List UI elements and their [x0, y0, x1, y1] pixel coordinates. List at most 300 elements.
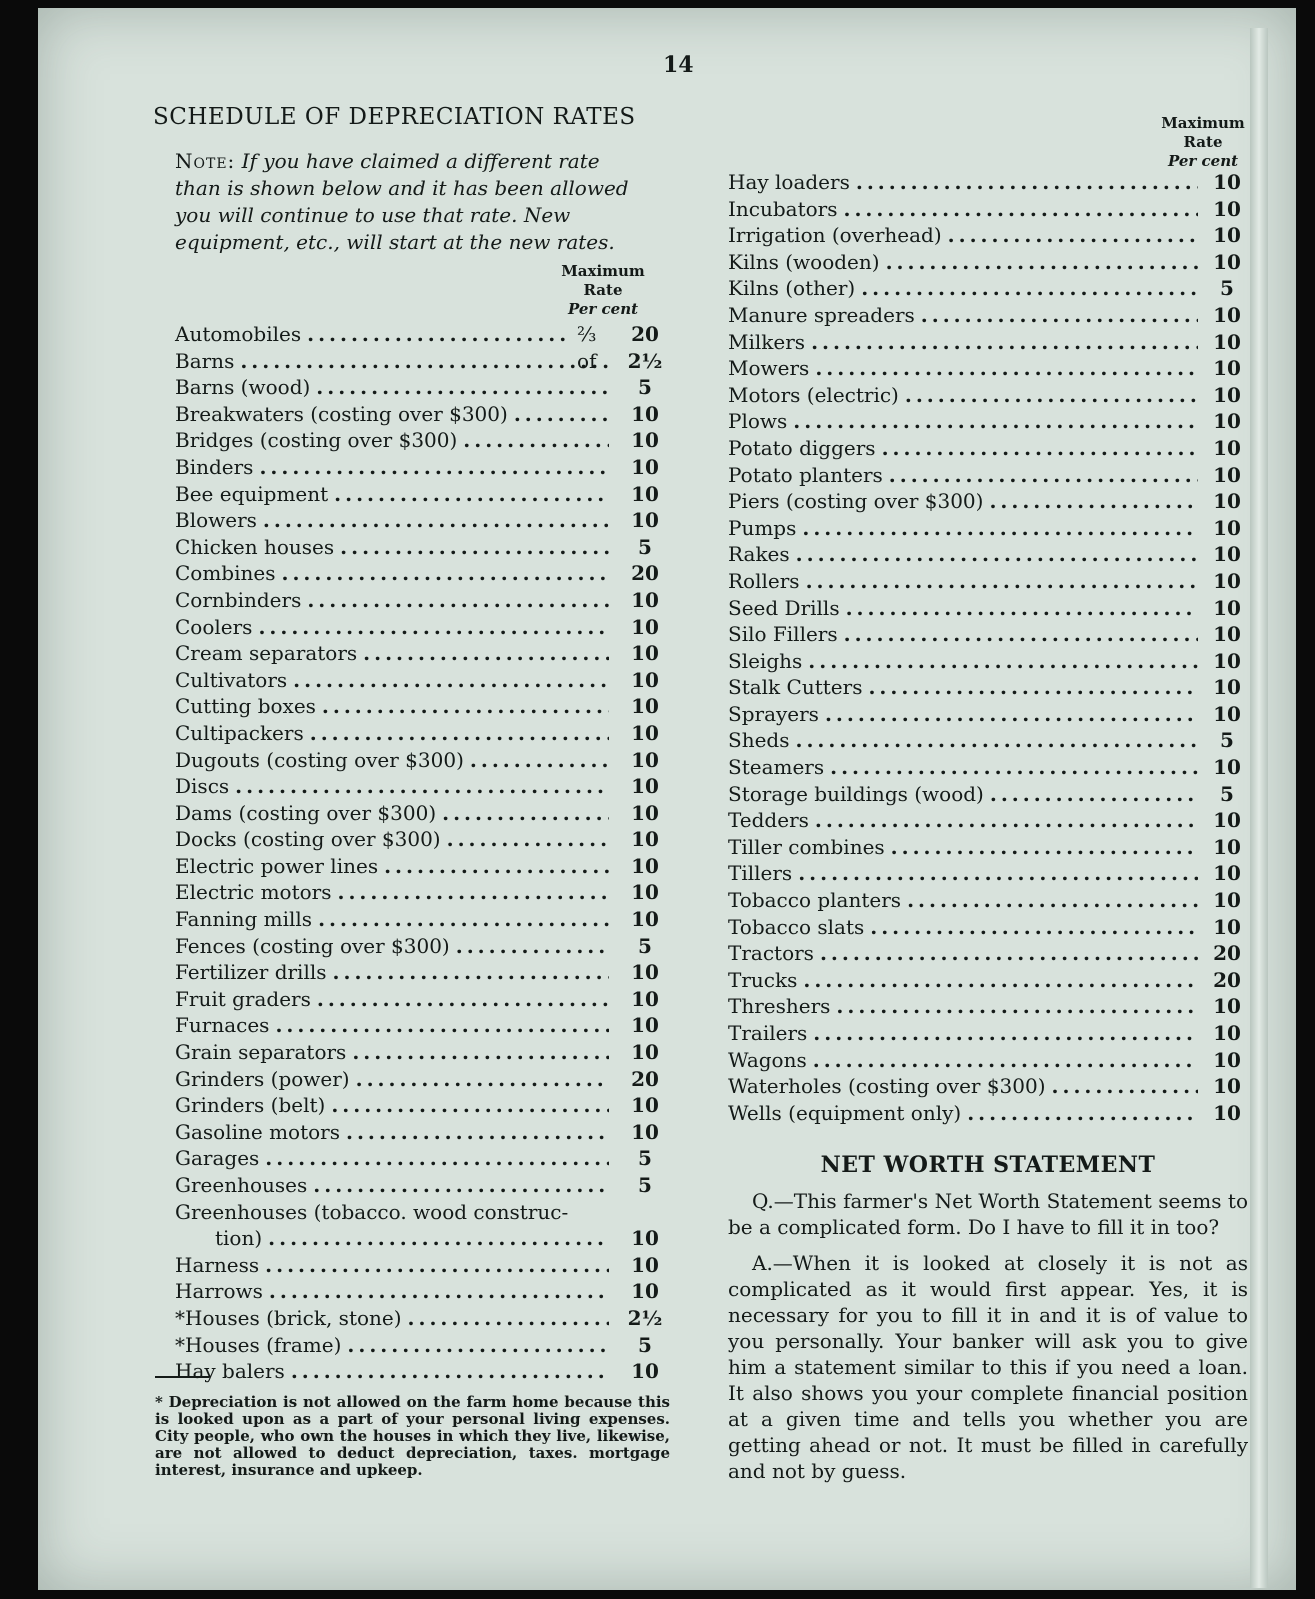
- item-rate: 10: [631, 508, 659, 533]
- item-rate: 10: [1213, 622, 1241, 647]
- rate-list-left: [175, 321, 673, 1385]
- rate-row: [175, 507, 673, 534]
- rate-column-header-left: [548, 262, 658, 319]
- item-label: Threshers: [728, 994, 831, 1019]
- item-label: *Houses (brick, stone): [175, 1305, 402, 1330]
- rate-row: [175, 747, 673, 774]
- rate-row: [728, 860, 1248, 887]
- item-label: Fences (costing over $300): [175, 933, 450, 958]
- rate-row: [175, 348, 673, 375]
- item-rate: 10: [631, 1226, 659, 1251]
- leader-dots: [307, 587, 609, 614]
- leader-dots: [921, 302, 1198, 329]
- leader-dots: [836, 993, 1198, 1020]
- note-text: If you have claimed a different rate than is shown below and it has been allowed you will continue to use that rate. New equipment, etc., will start at the new rates.: [175, 149, 629, 254]
- leader-dots: [235, 773, 609, 800]
- rate-row: [175, 560, 673, 587]
- item-rate: 10: [1213, 595, 1241, 620]
- item-label: Grinders (power): [175, 1066, 350, 1091]
- leader-dots: [447, 826, 609, 853]
- item-rate: 10: [631, 986, 659, 1011]
- item-label: Tedders: [728, 808, 809, 833]
- item-label: Plows: [728, 409, 788, 434]
- rate-row: [175, 427, 673, 454]
- item-rate: 10: [1213, 861, 1241, 886]
- leader-dots: [820, 940, 1198, 967]
- rate-row: [175, 1012, 673, 1039]
- leader-dots: [282, 560, 610, 587]
- item-label: Tobacco slats: [728, 914, 865, 939]
- leader-dots: [310, 720, 609, 747]
- rate-row: [728, 222, 1248, 249]
- item-rate: 10: [1213, 994, 1241, 1019]
- rate-row: [728, 807, 1248, 834]
- rate-header-line: Maximum: [561, 262, 645, 280]
- item-label: Hay balers: [175, 1359, 285, 1384]
- leader-dots: [948, 222, 1198, 249]
- item-rate: 10: [631, 880, 659, 905]
- item-rate: 10: [1213, 462, 1241, 487]
- item-rate: 10: [1213, 1074, 1241, 1099]
- item-label: Steamers: [728, 755, 825, 780]
- rate-row: [175, 693, 673, 720]
- leader-dots: [307, 321, 569, 348]
- item-rate: 10: [1213, 568, 1241, 593]
- item-label: Tobacco planters: [728, 888, 902, 913]
- leader-dots: [803, 967, 1198, 994]
- item-rate: 10: [631, 428, 659, 453]
- leader-dots: [291, 1358, 609, 1385]
- item-label: Motors (electric): [728, 382, 899, 407]
- leader-dots: [318, 906, 609, 933]
- leader-dots: [811, 329, 1198, 356]
- rate-row: [175, 614, 673, 641]
- item-rate: 10: [631, 454, 659, 479]
- leader-dots: [844, 621, 1198, 648]
- item-rate: 10: [1213, 170, 1241, 194]
- leader-dots: [907, 887, 1198, 914]
- rate-row: [728, 1100, 1248, 1127]
- item-label: Incubators: [728, 196, 838, 221]
- rate-header-line: Per cent: [567, 300, 639, 318]
- item-label: Dugouts (costing over $300): [175, 747, 464, 772]
- item-rate: 10: [631, 401, 659, 426]
- leader-dots: [240, 348, 609, 375]
- leader-dots: [830, 754, 1198, 781]
- leader-dots: [363, 640, 609, 667]
- rate-row: [728, 382, 1248, 409]
- rate-row: [728, 541, 1248, 568]
- rate-row: [728, 914, 1248, 941]
- item-rate: 10: [631, 720, 659, 745]
- leader-dots: [408, 1305, 609, 1332]
- leader-dots: [868, 674, 1198, 701]
- item-rate: 10: [631, 1359, 659, 1384]
- item-label: Grinders (belt): [175, 1093, 326, 1118]
- item-label: Bridges (costing over $300): [175, 428, 458, 453]
- item-label: Wagons: [728, 1047, 807, 1072]
- rate-row: [728, 834, 1248, 861]
- item-label: Wells (equipment only): [728, 1100, 962, 1125]
- rate-row: [175, 1092, 673, 1119]
- item-label: Bee equipment: [175, 481, 329, 506]
- item-label: Pumps: [728, 515, 797, 540]
- item-rate: 10: [1213, 755, 1241, 780]
- net-worth-answer: A.—When it is looked at closely it is not as complicated as it would first appear. Yes, it is necessary for you to fill it in and it is of value to you personally. Your banker will ask you to give him a statement similar to this if you need a loan. It also shows you your complete financial position at a given time and tells you whether you are getting ahead or not. It must be filled in carefully and not by guess.: [728, 1251, 1248, 1484]
- item-rate: 10: [631, 800, 659, 825]
- item-label: Combines: [175, 561, 276, 586]
- rate-list-right: [728, 169, 1248, 1126]
- leader-dots: [268, 1225, 609, 1252]
- leader-dots: [889, 462, 1198, 489]
- item-rate: 10: [631, 667, 659, 692]
- leader-dots: [844, 196, 1199, 223]
- leader-dots: [346, 1119, 609, 1146]
- rate-row: [175, 720, 673, 747]
- item-label: Automobiles: [175, 322, 302, 346]
- rate-row: [728, 754, 1248, 781]
- rate-row: [728, 993, 1248, 1020]
- rate-row: [175, 667, 673, 694]
- item-rate: 10: [631, 1279, 659, 1304]
- item-label: Tiller combines: [728, 834, 885, 859]
- item-rate: 10: [1213, 196, 1241, 221]
- leader-dots: [905, 382, 1198, 409]
- item-label: Stalk Cutters: [728, 675, 863, 700]
- leader-dots: [338, 879, 610, 906]
- rate-row: [728, 435, 1248, 462]
- item-rate: 10: [1213, 489, 1241, 514]
- leader-dots: [456, 933, 609, 960]
- item-rate: 10: [1213, 701, 1241, 726]
- rate-row: [175, 587, 673, 614]
- item-label: Greenhouses (tobacco. wood construc-: [175, 1199, 569, 1224]
- item-label: Grain separators: [175, 1040, 347, 1065]
- item-label: Potato planters: [728, 462, 883, 487]
- rate-row: [728, 1020, 1248, 1047]
- item-label: Sleighs: [728, 648, 803, 673]
- item-rate: 10: [631, 747, 659, 772]
- rate-row: [728, 488, 1248, 515]
- rate-row: [175, 933, 673, 960]
- leader-dots: [813, 1047, 1198, 1074]
- item-rate: 20: [631, 561, 659, 586]
- item-rate: 5: [638, 1146, 652, 1171]
- leader-dots: [825, 701, 1198, 728]
- rate-header-line: Rate: [583, 281, 623, 299]
- item-rate: 10: [631, 587, 659, 612]
- leader-dots: [333, 959, 609, 986]
- rate-row: [728, 169, 1248, 196]
- book-spine: [1250, 28, 1268, 1588]
- rate-column-header-right: [1148, 114, 1258, 171]
- item-rate: 20: [1213, 967, 1241, 992]
- rate-row: [175, 1358, 673, 1385]
- leader-dots: [514, 401, 609, 428]
- leader-dots: [891, 834, 1198, 861]
- rate-row: [728, 887, 1248, 914]
- item-label: Mowers: [728, 356, 810, 381]
- item-label: *Houses (frame): [175, 1332, 342, 1357]
- item-rate: 10: [1213, 675, 1241, 700]
- item-label: Seed Drills: [728, 595, 840, 620]
- item-rate: 10: [1213, 515, 1241, 540]
- footnote: * Depreciation is not allowed on the farm home because this is looked upon as a part of your personal living expenses. City people, who own the houses in which they live, likewise, are not allowed to deduct depreciation, taxes. mortgage interest, insurance and upkeep.: [155, 1393, 670, 1479]
- leader-dots: [886, 249, 1198, 276]
- item-label: Irrigation (overhead): [728, 223, 942, 248]
- item-rate: 10: [1213, 329, 1241, 354]
- rate-row: [175, 906, 673, 933]
- rate-row: [728, 275, 1248, 302]
- rate-row: [175, 986, 673, 1013]
- item-label: Silo Fillers: [728, 622, 838, 647]
- rate-row: [175, 454, 673, 481]
- leader-dots: [967, 1100, 1198, 1127]
- item-label: Barns: [175, 348, 235, 373]
- rate-row: [728, 940, 1248, 967]
- rate-row: [728, 515, 1248, 542]
- item-rate: 20: [1213, 941, 1241, 966]
- item-label: Cultipackers: [175, 720, 304, 745]
- item-label: Discs: [175, 774, 230, 799]
- item-rate: 5: [638, 534, 652, 559]
- item-rate: 10: [631, 694, 659, 719]
- leader-dots: [293, 667, 609, 694]
- item-label: Hay loaders: [728, 170, 850, 194]
- leader-dots: [347, 1332, 609, 1359]
- item-rate: 10: [631, 907, 659, 932]
- item-label: Furnaces: [175, 1013, 270, 1038]
- rate-row: [728, 621, 1248, 648]
- rate-row: [728, 781, 1248, 808]
- item-label: Binders: [175, 454, 254, 479]
- item-label: Trucks: [728, 967, 798, 992]
- item-rate: 10: [631, 641, 659, 666]
- leader-dots: [259, 454, 609, 481]
- leader-dots: [795, 727, 1198, 754]
- item-label: Harrows: [175, 1279, 263, 1304]
- rate-row: [175, 640, 673, 667]
- rate-row: [175, 1252, 673, 1279]
- leader-dots: [275, 1012, 609, 1039]
- rate-row: [728, 1073, 1248, 1100]
- item-rate: 10: [1213, 223, 1241, 248]
- item-label: Cream separators: [175, 641, 358, 666]
- item-label: Rollers: [728, 568, 800, 593]
- rate-row: [728, 701, 1248, 728]
- item-label: Manure spreaders: [728, 302, 915, 327]
- rate-row: [728, 462, 1248, 489]
- item-rate: 10: [1213, 1100, 1241, 1125]
- leader-dots: [263, 507, 609, 534]
- item-label: Cornbinders: [175, 587, 302, 612]
- item-label: Electric motors: [175, 880, 332, 905]
- item-rate: 2½: [627, 1305, 663, 1330]
- item-rate: 10: [631, 481, 659, 506]
- item-rate: 20: [631, 322, 659, 346]
- item-label: Coolers: [175, 614, 253, 639]
- leader-dots: [340, 534, 609, 561]
- rate-row: [175, 1332, 673, 1359]
- rate-row: [728, 196, 1248, 223]
- rate-header-line: Maximum: [1161, 114, 1245, 132]
- item-rate: 5: [638, 375, 652, 400]
- leader-dots: [316, 374, 609, 401]
- item-rate: 20: [631, 1066, 659, 1091]
- depreciation-schedule-left: [153, 104, 673, 1385]
- item-label: Tillers: [728, 861, 793, 886]
- item-label: Kilns (wooden): [728, 249, 880, 274]
- item-label: Milkers: [728, 329, 806, 354]
- item-label: Trailers: [728, 1021, 808, 1045]
- rate-row: [175, 1305, 673, 1332]
- item-rate: 5: [1220, 728, 1234, 753]
- rate-row: [728, 727, 1248, 754]
- rate-row: [175, 1119, 673, 1146]
- schedule-title: SCHEDULE OF DEPRECIATION RATES: [153, 104, 636, 130]
- leader-dots: [463, 427, 609, 454]
- item-rate: 10: [1213, 834, 1241, 859]
- item-rate: 10: [1213, 808, 1241, 833]
- rate-row: [175, 1066, 673, 1093]
- leader-dots: [269, 1278, 609, 1305]
- item-rate: 10: [631, 614, 659, 639]
- rate-row: [175, 1199, 673, 1226]
- rate-row: [175, 401, 673, 428]
- item-label: Potato diggers: [728, 435, 876, 460]
- item-rate: 10: [1213, 1047, 1241, 1072]
- item-label: Gasoline motors: [175, 1119, 340, 1144]
- leader-dots: [846, 595, 1198, 622]
- item-rate: 10: [1213, 648, 1241, 673]
- leader-dots: [331, 1092, 609, 1119]
- rate-row: [175, 1278, 673, 1305]
- item-rate: 10: [1213, 409, 1241, 434]
- item-label: Barns (wood): [175, 375, 311, 400]
- leader-dots: [815, 807, 1198, 834]
- rate-row: [728, 329, 1248, 356]
- book-page: [38, 8, 1296, 1590]
- depreciation-schedule-right: [728, 114, 1248, 1484]
- item-rate: 10: [631, 1119, 659, 1144]
- item-label: Dams (costing over $300): [175, 800, 437, 825]
- rate-prefix: ⅔ of: [577, 322, 597, 373]
- item-rate: 10: [1213, 435, 1241, 460]
- item-rate: 10: [631, 853, 659, 878]
- leader-dots: [258, 614, 609, 641]
- leader-dots: [352, 1039, 609, 1066]
- item-label: Storage buildings (wood): [728, 781, 984, 806]
- item-label: Electric power lines: [175, 853, 379, 878]
- item-label: Garages: [175, 1146, 260, 1171]
- leader-dots: [990, 781, 1198, 808]
- leader-dots: [813, 1020, 1198, 1047]
- item-rate: 5: [1220, 781, 1234, 806]
- item-label: Waterholes (costing over $300): [728, 1074, 1046, 1099]
- item-rate: 10: [631, 827, 659, 852]
- item-rate: 5: [1220, 276, 1234, 301]
- item-label: Blowers: [175, 508, 257, 533]
- rate-row: [728, 408, 1248, 435]
- item-rate: 10: [1213, 382, 1241, 407]
- rate-row: [175, 534, 673, 561]
- rate-row: [175, 374, 673, 401]
- item-rate: 10: [1213, 542, 1241, 567]
- item-label: Chicken houses: [175, 534, 335, 559]
- leader-dots: [870, 914, 1198, 941]
- leader-dots: [265, 1252, 609, 1279]
- item-label: Piers (costing over $300): [728, 489, 984, 514]
- net-worth-title: NET WORTH STATEMENT: [820, 1152, 1156, 1179]
- rate-row: [175, 959, 673, 986]
- item-label: tion): [215, 1226, 263, 1251]
- footnote-rule: [155, 1376, 209, 1378]
- item-label: Fanning mills: [175, 907, 313, 932]
- rate-header-line: Rate: [1183, 133, 1223, 151]
- leader-dots: [882, 435, 1198, 462]
- leader-dots: [856, 169, 1198, 196]
- item-rate: 2½: [627, 348, 663, 373]
- item-label: Harness: [175, 1252, 260, 1277]
- rate-row: [175, 1039, 673, 1066]
- rate-row: [728, 302, 1248, 329]
- leader-dots: [798, 860, 1198, 887]
- item-rate: 10: [1213, 302, 1241, 327]
- rate-row: [175, 826, 673, 853]
- net-worth-question: Q.—This farmer's Net Worth Statement seems to be a complicated form. Do I have to fill it in too?: [728, 1189, 1248, 1240]
- rate-row: [728, 568, 1248, 595]
- leader-dots: [334, 481, 609, 508]
- rate-row: [175, 773, 673, 800]
- leader-dots: [808, 648, 1198, 675]
- leader-dots: [802, 515, 1198, 542]
- item-rate: 10: [631, 1252, 659, 1277]
- leader-dots: [442, 800, 609, 827]
- rate-row: [175, 1172, 673, 1199]
- leader-dots: [861, 275, 1198, 302]
- rate-row: [728, 249, 1248, 276]
- rate-row: [175, 853, 673, 880]
- item-rate: 10: [1213, 1021, 1241, 1045]
- rate-row: [175, 800, 673, 827]
- item-rate: 10: [1213, 249, 1241, 274]
- leader-dots: [313, 1172, 609, 1199]
- rate-row: [728, 355, 1248, 382]
- item-label: Breakwaters (costing over $300): [175, 401, 508, 426]
- leader-dots: [806, 568, 1198, 595]
- item-rate: 10: [1213, 914, 1241, 939]
- leader-dots: [1052, 1073, 1198, 1100]
- item-label: Fruit graders: [175, 986, 311, 1011]
- rate-header-line: Per cent: [1167, 152, 1239, 170]
- rate-row: [728, 1047, 1248, 1074]
- rate-row: [728, 674, 1248, 701]
- leader-dots: [356, 1066, 609, 1093]
- item-rate: 5: [638, 933, 652, 958]
- leader-dots: [989, 488, 1198, 515]
- item-rate: 10: [1213, 356, 1241, 381]
- leader-dots: [815, 355, 1198, 382]
- rate-row: [175, 1225, 673, 1252]
- note-lead: Note:: [175, 149, 236, 173]
- item-rate: 10: [631, 1013, 659, 1038]
- item-label: Sheds: [728, 728, 790, 753]
- item-rate: 5: [638, 1332, 652, 1357]
- item-label: Cultivators: [175, 667, 288, 692]
- leader-dots: [470, 747, 609, 774]
- item-label: Kilns (other): [728, 276, 856, 301]
- rate-row: [728, 648, 1248, 675]
